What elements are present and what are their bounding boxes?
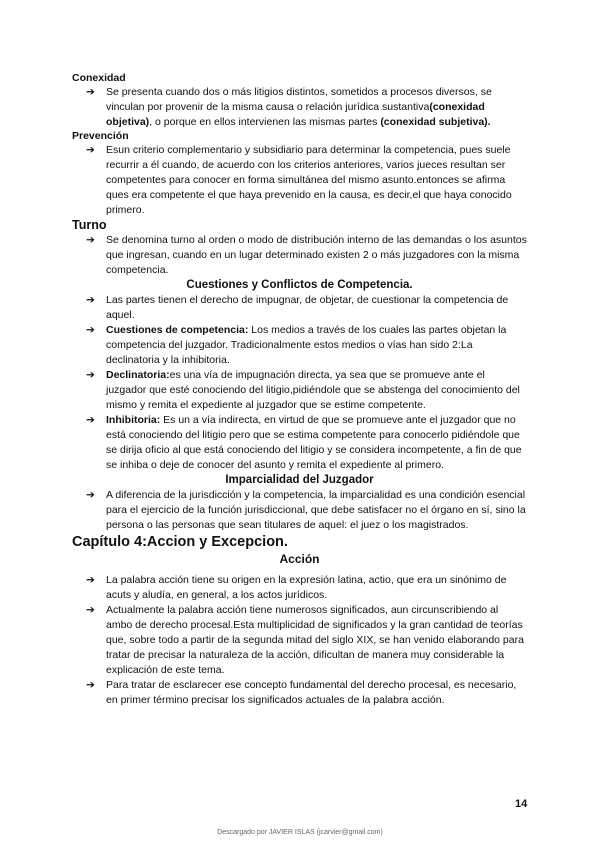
arrow-bullet-icon: ➔ bbox=[86, 86, 95, 98]
arrow-bullet-icon: ➔ bbox=[86, 369, 95, 381]
chapter-title: Capítulo 4:Accion y Excepcion. bbox=[72, 534, 288, 550]
list-item: ➔ Se denomina turno al orden o modo de distribución interno de las demandas o los asuntos que ingresan, cuando en un lugar determinado existen 2 o más juzgadores con la misma competencia. bbox=[86, 234, 527, 276]
list-item: ➔ Cuestiones de competencia: Los medios a través de los cuales las partes objetan la competencia del juzgador. Tradicionalmente estos medios o vías han sido 2:La declinatoria y la inhibitoria. bbox=[86, 324, 507, 366]
list-item: ➔ Se presenta cuando dos o más litigios distintos, sometidos a procesos diversos, se vinculan por provenir de la misma causa o relación jurídica sustantiva(conexidad objetiva), o porque en ellos intervienen las mismas partes (conexidad subjetiva). bbox=[86, 86, 492, 128]
list-item: ➔ A diferencia de la jurisdicción y la competencia, la imparcialidad es una condición esencial para el ejercicio de la función jurisdiccional, que debe satisfacer no el órgano en sí, sino la persona o las personas que sean titulares de aquel: el juez o los magistrados. bbox=[86, 489, 526, 531]
arrow-bullet-icon: ➔ bbox=[86, 604, 95, 616]
list-item: ➔ La palabra acción tiene su origen en la expresión latina, actio, que era un sinónimo de acuts y aludía, en general, a los actos jurídicos. bbox=[86, 574, 507, 601]
list-imparcialidad bbox=[72, 488, 527, 533]
page-number: 14 bbox=[515, 798, 528, 810]
arrow-bullet-icon: ➔ bbox=[86, 574, 95, 586]
heading-prevencion: Prevención bbox=[72, 130, 129, 142]
download-footer: Descargado por JAVIER ISLAS (jcarvier@gmail.com) bbox=[217, 829, 383, 836]
list-item: ➔ Las partes tienen el derecho de impugnar, de objetar, de cuestionar la competencia de aquel. bbox=[86, 294, 509, 321]
arrow-bullet-icon: ➔ bbox=[86, 414, 95, 426]
arrow-bullet-icon: ➔ bbox=[86, 324, 95, 336]
list-accion bbox=[72, 573, 527, 708]
arrow-bullet-icon: ➔ bbox=[86, 234, 95, 246]
page-content bbox=[72, 72, 527, 708]
list-conexidad bbox=[72, 85, 527, 130]
arrow-bullet-icon: ➔ bbox=[86, 144, 95, 156]
heading-cuestiones: Cuestiones y Conflictos de Competencia. bbox=[186, 279, 413, 291]
arrow-bullet-icon: ➔ bbox=[86, 489, 95, 501]
heading-accion: Acción bbox=[279, 552, 320, 566]
arrow-bullet-icon: ➔ bbox=[86, 679, 95, 691]
arrow-bullet-icon: ➔ bbox=[86, 294, 95, 306]
list-item: ➔ Declinatoria:es una vía de impugnación directa, ya sea que se promueve ante el juzgador que esté conociendo del litigio,pidiéndole que se abstenga del conocimiento del mismo y remita el expediente al juzgador que se estime competente. bbox=[86, 369, 520, 411]
list-turno bbox=[72, 233, 527, 278]
list-item: ➔ Para tratar de esclarecer ese concepto fundamental del derecho procesal, es necesario, en primer término precisar los significados actuales de la palabra acción. bbox=[86, 679, 517, 706]
heading-conexidad: Conexidad bbox=[72, 72, 126, 84]
list-item: ➔ Actualmente la palabra acción tiene numerosos significados, aun circunscribiendo al ambo de derecho procesal.Esta multiplicidad de significados y la gran cantidad de teorías que, sobre todo a partir de la segunda mitad del siglo XIX, se han venido elaborando para tratar de precisar la naturaleza de la acción, dificultan de manera muy considerable la explicación de este tema. bbox=[86, 604, 524, 676]
list-prevencion bbox=[72, 143, 527, 218]
list-item: ➔ Inhibitoria: Es un a vía indirecta, en virtud de que se promueve ante el juzgador que no está conociendo del litigio pero que se estima competente para conocerlo pidiéndole que se dirija oficio al que está conociendo del litigio y se considera incompetente, a fin de que se inhiba o deje de conocer del asunto y remita el expediente al primero. bbox=[86, 414, 522, 471]
list-cuestiones bbox=[72, 293, 527, 473]
list-item: ➔ Esun criterio complementario y subsidiario para determinar la competencia, pues suele recurrir a él cuando, de acuerdo con los criterios anteriores, varios jueces resultan ser competentes para conocer en forma simultánea del mismo asunto.entonces se afirma ques era competente el que haya prevenido en la causa, es decir,el que haya conocido primero. bbox=[86, 144, 512, 216]
heading-turno: Turno bbox=[72, 218, 107, 232]
heading-imparcialidad: Imparcialidad del Juzgador bbox=[225, 474, 374, 486]
